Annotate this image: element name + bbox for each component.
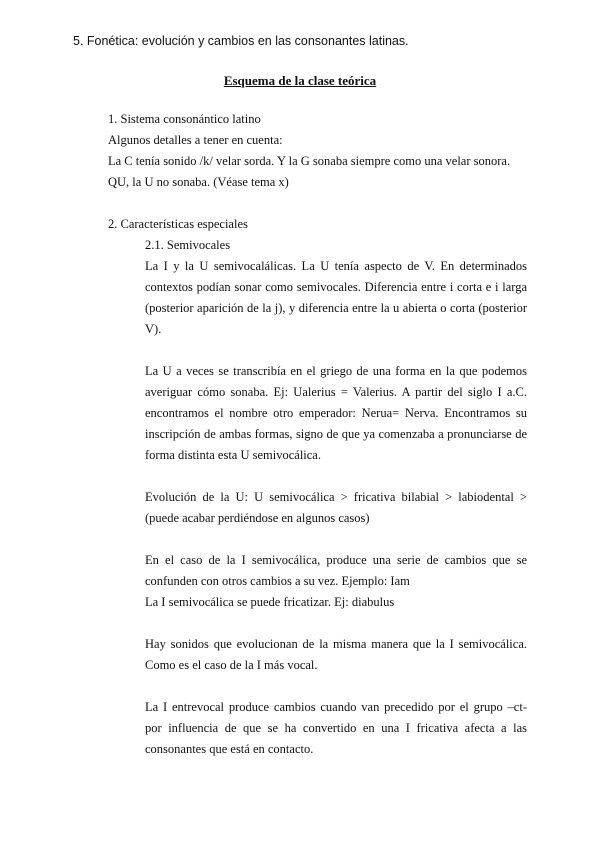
paragraph-u-evolution: Evolución de la U: U semivocálica > fricativa bilabial > labiodental >(puede acabar perdiéndose en algunos casos) — [145, 490, 527, 525]
class-title: Esquema de la clase teórica — [223, 73, 377, 88]
paragraph-i-entrevocal: La I entrevocal produce cambios cuando van precedido por el grupo –ct- por influencia de que se ha convertido en una I fricativa afecta a las consonantes que está en contacto. — [145, 700, 527, 756]
section-1-line: La C tenía sonido /k/ velar sorda. Y la G sonaba siempre como una velar sonora. — [108, 154, 511, 168]
section-2-1-subheading: 2.1. Semivocales — [145, 238, 231, 252]
unit-title: 5. Fonética: evolución y cambios en las consonantes latinas. — [73, 34, 409, 48]
section-1-line: Algunos detalles a tener en cuenta: — [108, 133, 283, 147]
paragraph-i-semivocalica: En el caso de la I semivocálica, produce una serie de cambios que se confunden con otros cambios a su vez. Ejemplo: Iam — [145, 553, 527, 588]
section-2-heading: 2. Características especiales — [108, 217, 248, 231]
paragraph-semivocales: La I y la U semivocalálicas. La U tenía aspecto de V. En determinados contextos podían sonar como semivocales. Diferencia entre i corta e i larga (posterior aparición de la j), y diferencia entre la u abierta o corta (posterior V). — [145, 259, 527, 336]
section-1 — [108, 109, 510, 193]
section-1-line: QU, la U no sonaba. (Véase tema x) — [108, 175, 289, 189]
paragraph-i-mas-vocal: Hay sonidos que evolucionan de la misma manera que la I semivocálica. Como es el caso de la I más vocal. — [145, 637, 527, 672]
section-1-heading: 1. Sistema consonántico latino — [108, 112, 261, 126]
paragraph-i-fricatizar: La I semivocálica se puede fricatizar. Ej: diabulus — [145, 595, 395, 609]
paragraph-u-transcription: La U a veces se transcribía en el griego de una forma en la que podemos averiguar cómo sonaba. Ej: Ualerius = Valerius. A partir del siglo I a.C. encontramos el nombre otro emperador: Nerua= Nerva. Encontramos su inscripción de ambas formas, signo de que ya comenzaba a pronunciarse de forma distinta esta U semivocálica. — [145, 364, 527, 462]
